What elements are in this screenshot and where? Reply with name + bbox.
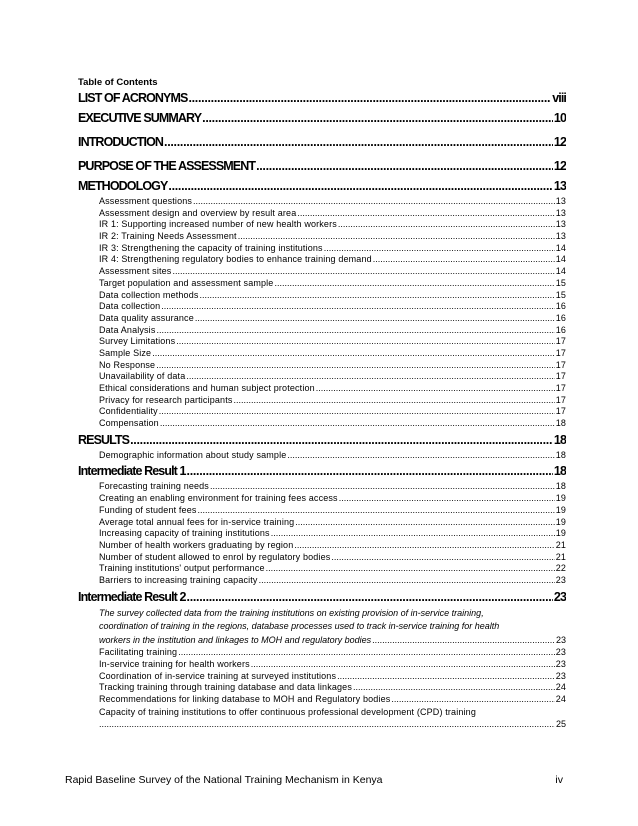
toc-entry-ir1-item-1[interactable]: Creating an enabling environment for training fees access ..... 19 bbox=[78, 493, 566, 505]
toc-entry-methodology-14[interactable]: No Response ..... 17 bbox=[78, 360, 566, 372]
toc-entry-methodology-1[interactable]: Assessment design and overview by result area ..... 13 bbox=[78, 208, 566, 220]
toc-entry-ir1-item-3[interactable]: Average total annual fees for in-service training ..... 19 bbox=[78, 517, 566, 529]
toc-entry-methodology-0[interactable]: Assessment questions ..... 13 bbox=[78, 196, 566, 208]
toc-title: Table of Contents bbox=[78, 77, 158, 88]
toc-entry-ir2-item-1[interactable]: In-service training for health workers ..... 23 bbox=[78, 659, 566, 671]
toc-entry-ir2-item-0[interactable]: Facilitating training ..... 23 bbox=[78, 647, 566, 659]
toc-entry-methodology-4[interactable]: IR 3: Strengthening the capacity of training institutions ..... 14 bbox=[78, 243, 566, 255]
toc-entry-methodology-19[interactable]: Compensation ..... 18 bbox=[78, 418, 566, 430]
toc-entry-methodology-12[interactable]: Survey Limitations ..... 17 bbox=[78, 336, 566, 348]
toc-entry-methodology-7[interactable]: Target population and assessment sample ..... 15 bbox=[78, 278, 566, 290]
toc-entry-methodology-3[interactable]: IR 2: Training Needs Assessment ..... 13 bbox=[78, 231, 566, 243]
footer-title: Rapid Baseline Survey of the National Training Mechanism in Kenya bbox=[65, 774, 383, 786]
toc-entry-methodology-8[interactable]: Data collection methods ..... 15 bbox=[78, 290, 566, 302]
toc-entry-main-3[interactable]: PURPOSE OF THE ASSESSMENT ..... 12 bbox=[78, 156, 566, 176]
toc-entry-main-0[interactable]: LIST OF ACRONYMS ..... viii bbox=[78, 88, 566, 108]
toc-entry-ir1-item-8[interactable]: Barriers to increasing training capacity ..... 23 bbox=[78, 575, 566, 587]
toc-entry-ir2-item-4[interactable]: Recommendations for linking database to MOH and Regulatory bodies ..... 24 bbox=[78, 694, 566, 706]
toc-entry-methodology-16[interactable]: Ethical considerations and human subject protection ..... 17 bbox=[78, 383, 566, 395]
toc-entry-ir1-item-0[interactable]: Forecasting training needs ..... 18 bbox=[78, 481, 566, 493]
toc-entry-methodology-15[interactable]: Unavailability of data ..... 17 bbox=[78, 371, 566, 383]
toc-entry-ir1-item-4[interactable]: Increasing capacity of training institutions ..... 19 bbox=[78, 528, 566, 540]
table-of-contents bbox=[78, 88, 566, 730]
toc-entry-methodology-13[interactable]: Sample Size ..... 17 bbox=[78, 348, 566, 360]
toc-entry-methodology-18[interactable]: Confidentiality ..... 17 bbox=[78, 406, 566, 418]
toc-entry-methodology-2[interactable]: IR 1: Supporting increased number of new health workers ..... 13 bbox=[78, 219, 566, 231]
toc-entry-main-2[interactable]: INTRODUCTION ..... 12 bbox=[78, 132, 566, 152]
toc-entry-ir1-item-6[interactable]: Number of student allowed to enrol by regulatory bodies ..... 21 bbox=[78, 552, 566, 564]
toc-entry-methodology-11[interactable]: Data Analysis ..... 16 bbox=[78, 325, 566, 337]
toc-entry-methodology-17[interactable]: Privacy for research participants ..... 17 bbox=[78, 395, 566, 407]
toc-entry-results-item-0[interactable]: Demographic information about study sample ..... 18 bbox=[78, 450, 566, 462]
toc-entry-ir1-item-7[interactable]: Training institutions' output performance ..... 22 bbox=[78, 563, 566, 575]
toc-entry-ir1-item-5[interactable]: Number of health workers graduating by region ..... 21 bbox=[78, 540, 566, 552]
page-footer bbox=[65, 774, 563, 786]
toc-entry-ir2-item-2[interactable]: Coordination of in-service training at surveyed institutions ..... 23 bbox=[78, 671, 566, 683]
footer-page-number: iv bbox=[555, 774, 563, 786]
toc-entry-cpd[interactable]: Capacity of training institutions to offer continuous professional development (CPD) training ..... 25 bbox=[78, 706, 566, 730]
ir2-description[interactable]: The survey collected data from the training institutions on existing provision of in-service training, coordination of training in the regions, database processes used to track in-service training for health workers in the institution and linkages to MOH and regulatory bodies ..... 23 bbox=[78, 607, 566, 648]
toc-entry-main-1[interactable]: EXECUTIVE SUMMARY ..... 10 bbox=[78, 108, 566, 128]
toc-entry-methodology-10[interactable]: Data quality assurance ..... 16 bbox=[78, 313, 566, 325]
toc-entry-results[interactable]: RESULTS ..... 18 bbox=[78, 430, 566, 450]
toc-entry-methodology-9[interactable]: Data collection ..... 16 bbox=[78, 301, 566, 313]
toc-entry-methodology-6[interactable]: Assessment sites ..... 14 bbox=[78, 266, 566, 278]
toc-entry-methodology-5[interactable]: IR 4: Strengthening regulatory bodies to enhance training demand ..... 14 bbox=[78, 254, 566, 266]
toc-entry-ir1[interactable]: Intermediate Result 1 ..... 18 bbox=[78, 461, 566, 481]
toc-entry-ir2[interactable]: Intermediate Result 2 ..... 23 bbox=[78, 587, 566, 607]
toc-entry-ir1-item-2[interactable]: Funding of student fees ..... 19 bbox=[78, 505, 566, 517]
toc-entry-ir2-item-3[interactable]: Tracking training through training database and data linkages ..... 24 bbox=[78, 682, 566, 694]
toc-entry-main-4[interactable]: METHODOLOGY ..... 13 bbox=[78, 176, 566, 196]
